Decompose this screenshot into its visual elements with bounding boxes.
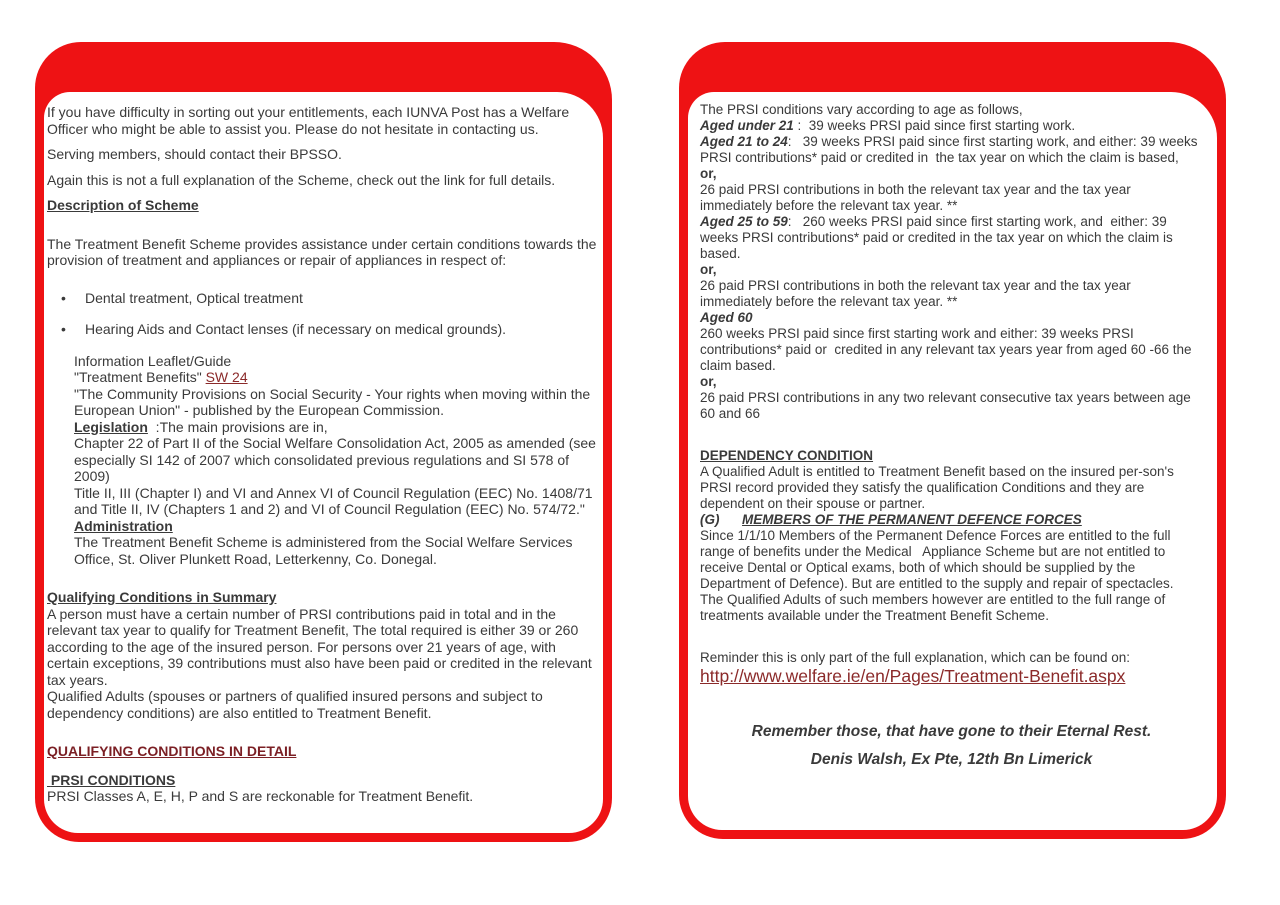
text-segment: PRSI CONDITIONS [47,771,176,788]
text-segment: Qualified Adults (spouses or partners of qualified insured persons and subject to dependency conditions) are also entitled to Treatment Benefit. [47,688,547,721]
spacer [47,567,597,589]
text-segment: PRSI Classes A, E, H, P and S are reckonable for Treatment Benefit. [47,788,474,804]
text-segment: "Treatment Benefits" [74,369,206,385]
text-segment: The Treatment Benefit Scheme provides assistance under certain conditions towards the provision of treatment and appliances or repair of appliances in respect of: [47,235,601,268]
indent-titles-administration [74,485,597,535]
text-segment: A person must have a certain number of PRSI contributions paid in total and in the relevant tax year to qualify for Treatment Benefit, The total required is either 39 or 260 according to the age of the insured person. For persons over 21 years of age, with certain exceptions, 39 contributions must also have been paid or credited in the relevant tax years. [47,605,596,688]
text-segment: A Qualified Adult is entitled to Treatment Benefit based on the insured per-son's PRSI record provided they satisfy the qualification Conditions and they are dependent on their spouse or partner. [700,464,1178,511]
intro-paragraph [47,104,597,137]
prsi-conditions-heading [47,772,597,789]
text-segment: MEMBERS OF THE PERMANENT DEFENCE FORCES [742,512,1082,527]
text-segment: Reminder this is only part of the full explanation, which can be found on: [700,650,1131,665]
welfare-url-line [700,668,1203,684]
spacer [47,278,597,290]
text-segment: : 260 weeks PRSI paid since first starting work, and either: 39 weeks PRSI contributions* paid or credited in the tax year on which the claim is based. [700,214,1177,261]
text-segment: 260 weeks PRSI paid since first starting work and either: 39 weeks PRSI contributions* paid or credited in any relevant tax years year from aged 60 -66 the claim based. [700,326,1196,373]
left-page [35,42,612,842]
text-segment: Title II, III (Chapter I) and VI and Annex VI of Council Regulation (EEC) No. 1408/71 and Title II, IV (Chapters 1 and 2) and VI of Council Regulation (EEC) No. 574/72." [74,484,597,517]
dependency-paragraph [700,464,1203,512]
scheme-description-paragraph [47,235,601,269]
text-segment: The PRSI conditions vary according to age as follows, [700,102,1023,117]
aged-25-to-59-paragraph [700,214,1203,262]
or-line-2 [700,262,1203,278]
indent-chapter-22 [74,435,600,485]
26-contributions-paragraph-1 [700,182,1203,214]
prsi-classes-paragraph [47,788,597,805]
qualifying-detail-heading [47,743,597,760]
serving-members-paragraph [47,146,597,163]
memorial-line-1 [700,724,1203,740]
text-segment: If you have difficulty in sorting out your entitlements, each IUNVA Post has a Welfare Officer who might be able to assist you. Please do not hesitate in contacting us. [47,104,574,137]
text-segment: Serving members, should contact their BPSSO. [47,146,342,162]
right-page-content [688,92,1217,830]
bullet-dental-optical [47,290,597,307]
dependency-condition-heading [700,448,1203,464]
text-segment: Denis Walsh, Ex Pte, 12th Bn Limerick [810,751,1093,768]
qualified-adults-members-paragraph [700,592,1203,624]
26-contributions-paragraph-2 [700,278,1203,310]
indent-treatment-benefits [74,369,597,386]
text-segment: : 39 weeks PRSI paid since first starting work, and either: 39 weeks PRSI contributions* paid or credited in the tax year on which the claim is based, [700,134,1202,165]
text-segment: or, [700,262,717,277]
prsi-vary-line [700,102,1203,118]
text-segment: QUALIFYING CONDITIONS IN DETAIL [47,743,297,759]
text-segment: 26 paid PRSI contributions in any two relevant consecutive tax years between age 60 and 66 [700,390,1195,421]
text-segment: Hearing Aids and Contact lenses (if necessary on medical grounds). [85,321,506,337]
text-segment: Remember those, that have gone to their Eternal Rest. [751,723,1152,740]
text-segment: Qualifying Conditions in Summary [47,589,277,605]
text-segment: 26 paid PRSI contributions in both the relevant tax year and the tax year immediately before the relevant tax year. ** [700,278,1135,309]
text-segment: (G) [700,512,720,527]
text-segment: Information Leaflet/Guide [74,352,232,369]
aged-60-paragraph [700,326,1203,374]
qualifying-summary-paragraph [47,606,597,689]
text-segment: Dental treatment, Optical treatment [85,289,303,306]
spacer [47,214,597,236]
text-segment: The Treatment Benefit Scheme is administered from the Social Welfare Services Office, St. Oliver Plunkett Road, Letterkenny, Co. Donegal. [74,534,577,567]
memorial-line-2 [700,752,1203,768]
spacer [700,422,1203,448]
text-segment: : 39 weeks PRSI paid since first starting work. [793,118,1076,133]
bullet-hearing-contact [47,321,597,338]
defence-forces-heading-line [700,512,1203,528]
indent-community-provisions [74,386,597,419]
indent-administered-from [74,534,597,567]
text-segment: Administration [74,517,173,534]
not-full-explanation-paragraph [47,172,597,189]
reminder-line [700,650,1203,666]
spacer [47,721,597,743]
indent-legislation-line [74,419,597,436]
description-of-scheme-heading [47,197,597,214]
text-segment: The Qualified Adults of such members however are entitled to the full range of treatments available under the Treatment Benefit Scheme. [700,592,1170,623]
text-segment: Description of Scheme [47,197,199,213]
right-page [679,42,1226,839]
text-segment: Aged 60 [700,310,753,325]
text-segment: "The Community Provisions on Social Security - Your rights when moving within the European Union" - published by the European Commission. [74,385,595,418]
defence-forces-paragraph [700,528,1203,592]
qualifying-summary-heading [47,589,597,606]
text-segment [720,512,743,527]
spacer [700,684,1203,724]
text-segment: :The main provisions are in, [147,418,328,435]
left-page-content [44,92,603,833]
or-line-1 [700,166,1203,182]
text-segment: 26 paid PRSI contributions in both the relevant tax year and the tax year immediately before the relevant tax year. ** [700,182,1135,213]
text-segment: Aged under 21 [700,118,794,133]
spacer [47,760,597,772]
or-line-3 [700,374,1203,390]
text-segment: Chapter 22 of Part II of the Social Welfare Consolidation Act, 2005 as amended (see especially SI 142 of 2007 which consolidated previous regulations and SI 578 of 2009) [74,435,600,484]
text-segment: or, [700,166,717,181]
text-segment: or, [700,374,717,389]
text-segment: DEPENDENCY CONDITION [700,448,874,463]
text-segment: Since 1/1/10 Members of the Permanent Defence Forces are entitled to the full range of benefits under the Medical Appliance Scheme but are not entitled to receive Dental or Optical exams, both of which should be supplied by the Department of Defence). But are entitled to the supply and repair of spectacles. [700,528,1175,591]
text-segment: Aged 25 to 59 [700,214,788,229]
aged-under-21-line [700,118,1203,134]
sw24-link[interactable]: SW 24 [205,369,248,385]
26-contributions-paragraph-3 [700,390,1203,422]
text-segment: Aged 21 to 24 [700,134,788,149]
text-segment: Again this is not a full explanation of the Scheme, check out the link for full details. [47,171,556,188]
spacer [700,624,1203,650]
indent-leaflet-guide [74,353,597,370]
aged-60-line [700,310,1203,326]
welfare-url-link[interactable]: http://www.welfare.ie/en/Pages/Treatment-Benefit.aspx [700,666,1126,686]
aged-21-to-24-paragraph [700,134,1203,166]
text-segment: Legislation [74,418,148,435]
qualified-adults-paragraph [47,688,597,721]
